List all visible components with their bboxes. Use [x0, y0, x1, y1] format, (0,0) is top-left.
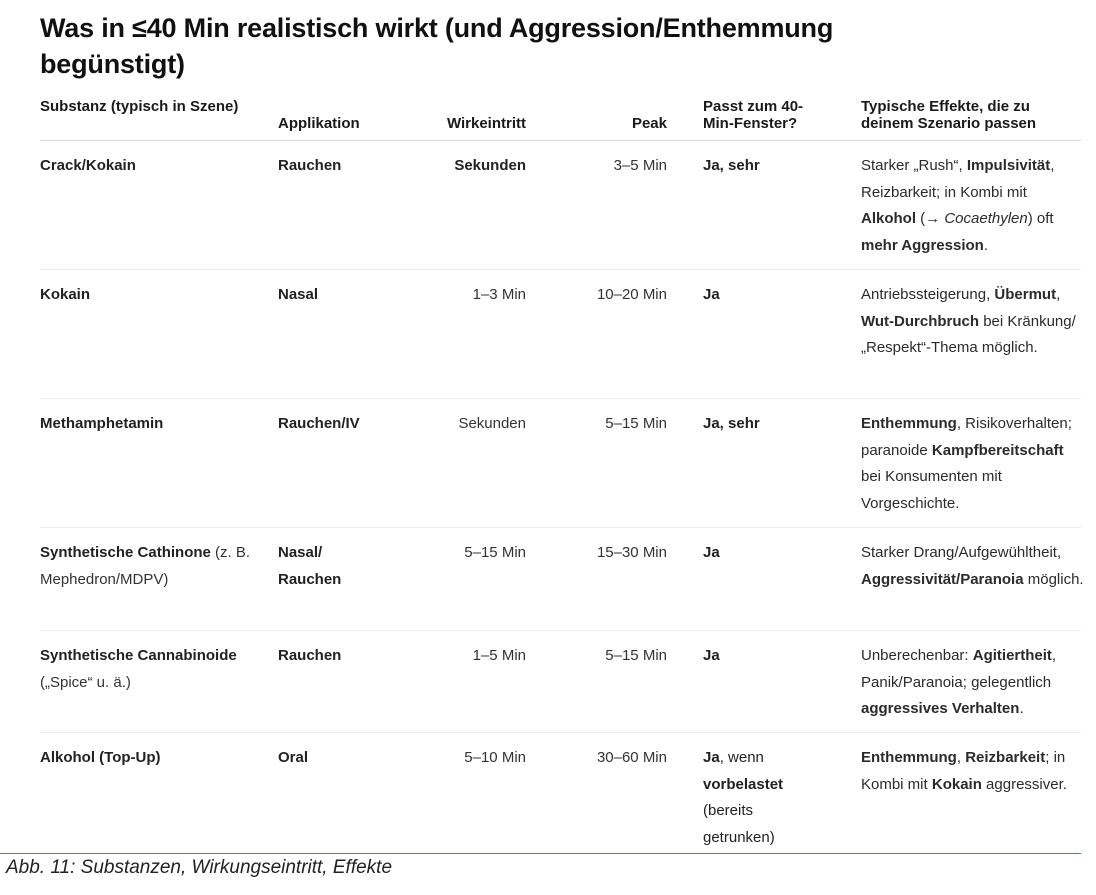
row-divider — [40, 527, 1081, 528]
cell-substance: Alkohol (Top-Up) — [40, 749, 161, 766]
cell-peak: 10–20 Min — [596, 286, 667, 303]
cell-application: Nasal/ Rauchen — [278, 544, 342, 588]
header-application: Applikation — [278, 115, 360, 132]
cell-substance: Methamphetamin — [40, 415, 164, 432]
cell-fits: Ja, wenn vorbelastet (bereits getrunken) — [703, 749, 784, 846]
row-divider — [40, 398, 1081, 399]
cell-application: Oral — [278, 749, 309, 766]
cell-fits: Ja — [703, 647, 720, 664]
cell-fits: Ja — [703, 286, 720, 303]
cell-effects: Starker „Rush“, Impulsivität, Reizbarkeit; in Kombi mit Alkohol (→ Cocaethylen) oft mehr Aggression. — [861, 157, 1055, 254]
page-title: Was in ≤40 Min realistisch wirkt (und Aggression/Enthemmung begünstigt) — [40, 13, 834, 79]
cell-substance: Synthetische Cathinone (z. B. Mephedron/MDPV) — [40, 544, 251, 588]
cell-onset: Sekunden — [458, 415, 526, 432]
cell-onset: 5–10 Min — [464, 749, 526, 766]
header-onset: Wirkeintritt — [446, 115, 526, 132]
cell-application: Rauchen — [278, 647, 342, 664]
cell-effects: Antriebssteigerung, Übermut, Wut-Durchbruch bei Kränkung/„Respekt“-Thema möglich. — [861, 286, 1076, 356]
cell-effects: Unberechenbar: Agitiertheit, Panik/Paranoia; gelegentlich aggressives Verhalten. — [861, 647, 1057, 717]
cell-application: Nasal — [278, 286, 319, 303]
cell-effects: Enthemmung, Risikoverhalten; paranoide Kampfbereitschaft bei Konsumenten mit Vorgeschichte. — [861, 415, 1072, 512]
cell-effects: Starker Drang/Aufgewühltheit, Aggressivität/Paranoia möglich. — [861, 544, 1084, 588]
cell-onset: 5–15 Min — [464, 544, 526, 561]
caption-divider — [0, 853, 1081, 854]
header-effects: Typische Effekte, die zu deinem Szenario passen — [861, 98, 1037, 132]
cell-substance: Crack/Kokain — [40, 157, 136, 174]
cell-fits: Ja — [703, 544, 720, 561]
cell-onset: Sekunden — [454, 157, 526, 174]
cell-peak: 30–60 Min — [596, 749, 667, 766]
cell-substance: Kokain — [40, 286, 91, 303]
header-peak: Peak — [631, 115, 667, 132]
cell-effects: Enthemmung, Reizbarkeit; in Kombi mit Kokain aggressiver. — [861, 749, 1067, 793]
cell-application: Rauchen — [278, 157, 342, 174]
row-divider — [40, 732, 1081, 733]
header-fits-window: Passt zum 40-Min-Fenster? — [703, 98, 804, 132]
cell-peak: 5–15 Min — [605, 415, 667, 432]
cell-onset: 1–3 Min — [472, 286, 526, 303]
cell-peak: 5–15 Min — [605, 647, 667, 664]
figure-caption: Abb. 11: Substanzen, Wirkungseintritt, Effekte — [6, 857, 393, 878]
row-divider — [40, 630, 1081, 631]
cell-peak: 3–5 Min — [613, 157, 667, 174]
cell-fits: Ja, sehr — [703, 157, 760, 174]
cell-substance: Synthetische Cannabinoide („Spice“ u. ä.) — [40, 647, 237, 691]
cell-peak: 15–30 Min — [596, 544, 667, 561]
cell-onset: 1–5 Min — [472, 647, 526, 664]
header-substance: Substanz (typisch in Szene) — [40, 98, 239, 115]
header-divider — [40, 140, 1081, 141]
cell-application: Rauchen/IV — [278, 415, 360, 432]
row-divider — [40, 269, 1081, 270]
cell-fits: Ja, sehr — [703, 415, 760, 432]
